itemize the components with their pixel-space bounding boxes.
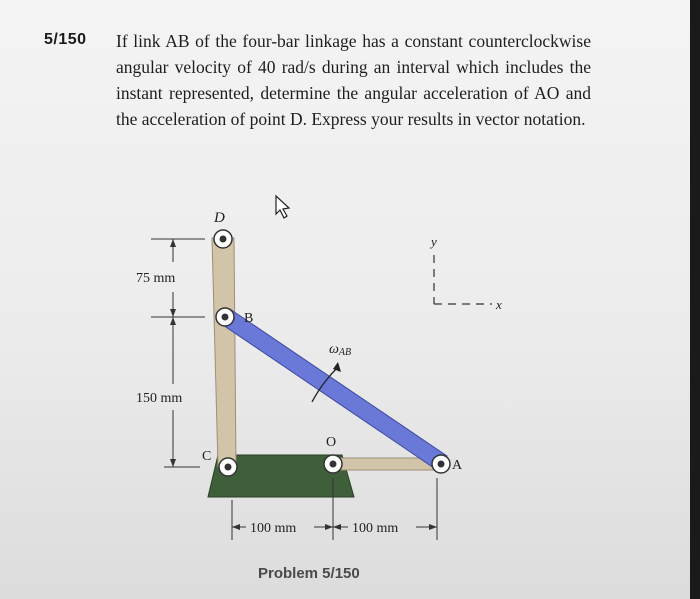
label-a: A <box>452 458 463 473</box>
mouse-pointer-icon <box>276 196 289 218</box>
dim-arrow-icon <box>325 524 333 530</box>
dim-150mm-label: 150 mm <box>136 391 183 406</box>
pin-c <box>219 458 237 476</box>
axis-x-label: x <box>496 297 502 312</box>
label-o: O <box>326 435 337 450</box>
dim-arrow-icon <box>333 524 341 530</box>
dim-arrow-icon <box>232 524 240 530</box>
dim-arrow-icon <box>170 239 176 247</box>
pin-a <box>432 455 450 473</box>
omega-symbol: ω <box>329 342 339 357</box>
pin-d <box>214 230 232 248</box>
label-b: B <box>244 311 254 326</box>
label-c: C <box>202 449 212 464</box>
omega-ab-label <box>329 342 351 358</box>
dim-arrow-icon <box>170 309 176 317</box>
dim-arrow-icon <box>170 317 176 325</box>
pin-b <box>216 308 234 326</box>
dim-100mm-left-label: 100 mm <box>250 521 297 536</box>
axis-y-label: y <box>431 234 437 249</box>
link-cd <box>212 238 236 467</box>
problem-number: 5/150 <box>44 31 87 48</box>
dim-75mm-label: 75 mm <box>136 271 176 286</box>
figure-caption: Problem 5/150 <box>258 565 360 582</box>
problem-statement-text: If link AB of the four-bar linkage has a constant counterclockwise angular velocity of 40 rad/s during an interval which includes the instant represented, determine the angular acceleration of AO and the acceleration of point D. Express your results in vector notation. <box>116 31 591 129</box>
dim-100mm-right-label: 100 mm <box>352 521 399 536</box>
label-d: D <box>214 210 225 226</box>
dim-arrow-icon <box>429 524 437 530</box>
omega-subscript: AB <box>338 347 352 358</box>
dim-arrow-icon <box>170 459 176 467</box>
pin-o <box>324 455 342 473</box>
